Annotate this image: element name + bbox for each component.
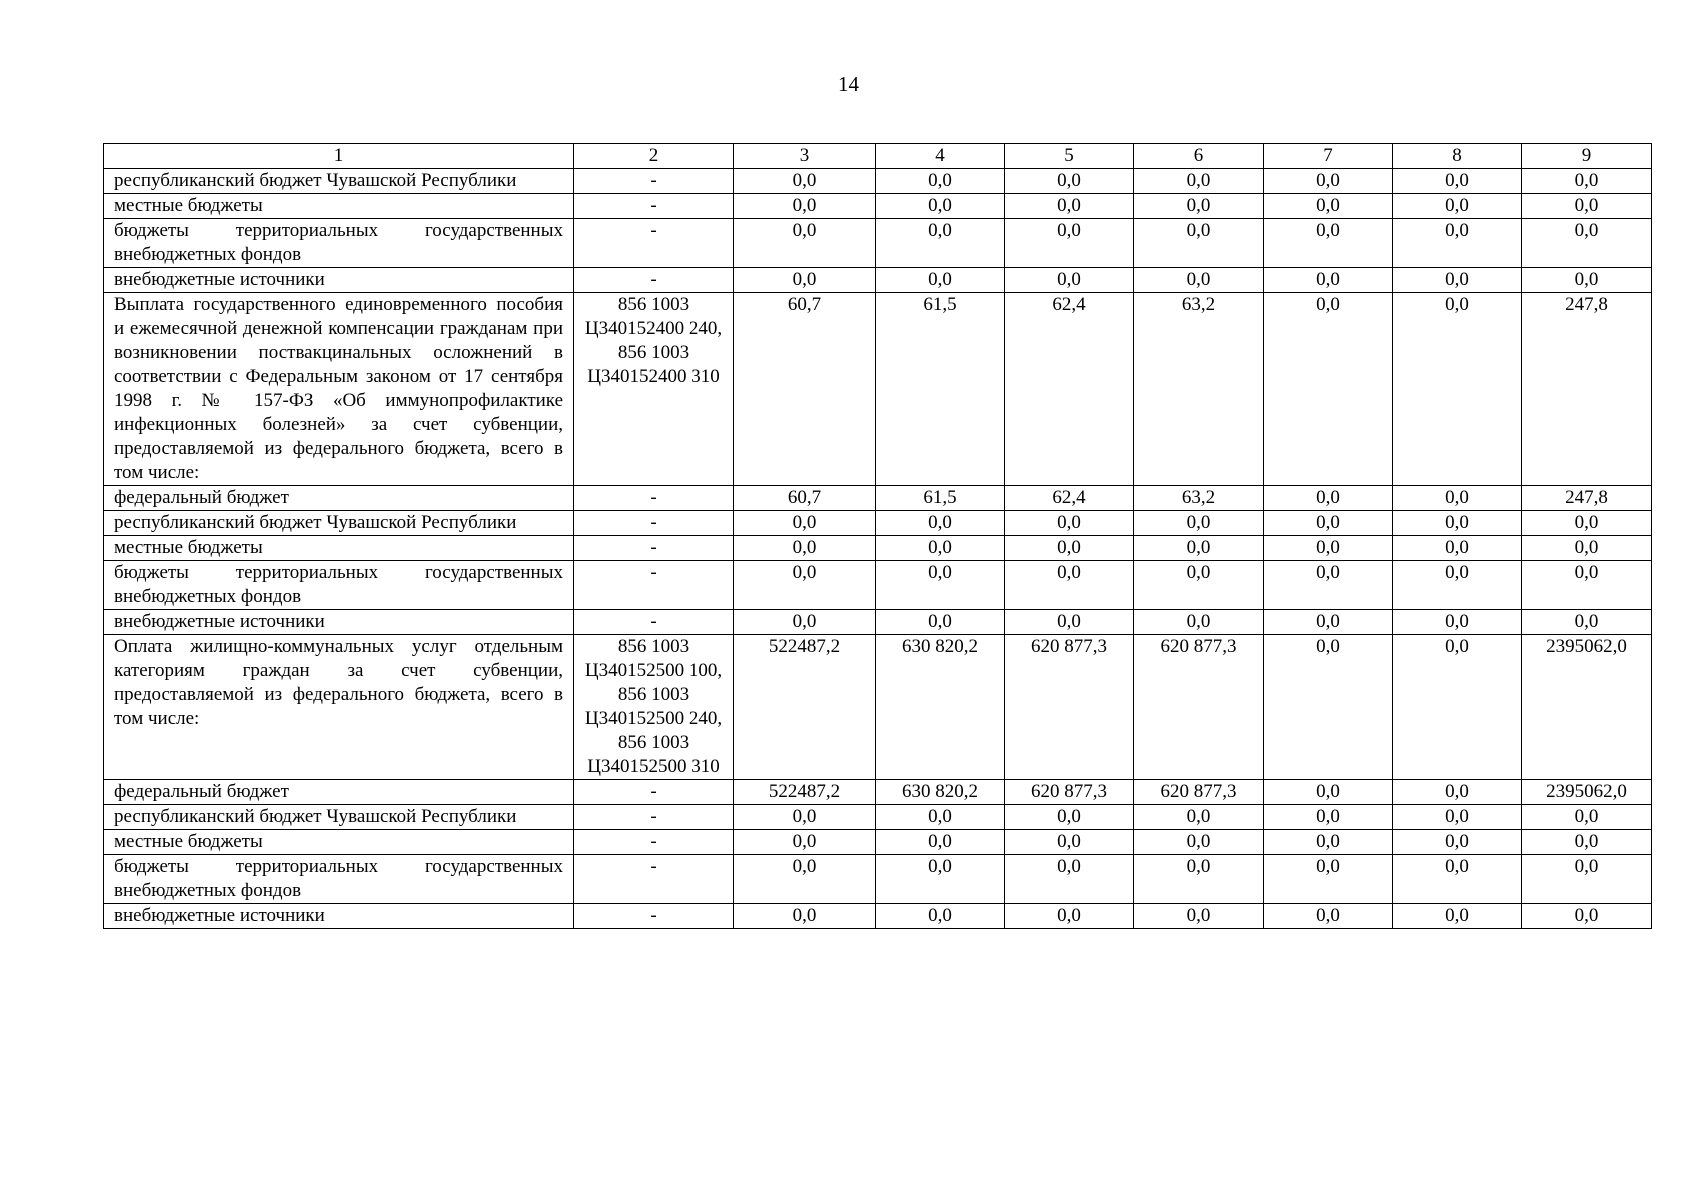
- value-cell: 0,0: [876, 169, 1005, 194]
- budget-code-cell: -: [574, 169, 734, 194]
- value-cell: 0,0: [1264, 855, 1393, 904]
- value-cell: 0,0: [734, 830, 876, 855]
- value-cell: 0,0: [1393, 561, 1522, 610]
- value-cell: 0,0: [1134, 194, 1264, 219]
- value-cell: 0,0: [1522, 268, 1652, 293]
- value-cell: 0,0: [1005, 219, 1134, 268]
- value-cell: 620 877,3: [1005, 635, 1134, 780]
- value-cell: 63,2: [1134, 486, 1264, 511]
- value-cell: 0,0: [734, 805, 876, 830]
- value-cell: 0,0: [1393, 610, 1522, 635]
- value-cell: 61,5: [876, 486, 1005, 511]
- value-cell: 0,0: [1264, 610, 1393, 635]
- column-header: 3: [734, 144, 876, 169]
- value-cell: 0,0: [876, 219, 1005, 268]
- value-cell: 247,8: [1522, 486, 1652, 511]
- budget-code-cell: -: [574, 536, 734, 561]
- value-cell: 0,0: [734, 610, 876, 635]
- value-cell: 0,0: [876, 268, 1005, 293]
- value-cell: 0,0: [1264, 830, 1393, 855]
- budget-code-cell: -: [574, 904, 734, 929]
- value-cell: 0,0: [876, 830, 1005, 855]
- value-cell: 0,0: [734, 219, 876, 268]
- column-header: 6: [1134, 144, 1264, 169]
- row-name-cell: Выплата государственного единовременного пособия и ежемесячной денежной компенсации гражданам при возникновении поствакцинальных осложнений в соответствии с Федеральным законом от 17 сентября 1998 г. № 157-ФЗ «Об иммунопрофилактике инфекционных болезней» за счет субвенции, предоставляемой из федерального бюджета, всего в том числе:: [104, 293, 574, 486]
- row-name-cell: внебюджетные источники: [104, 610, 574, 635]
- value-cell: 0,0: [1264, 293, 1393, 486]
- value-cell: 0,0: [1264, 805, 1393, 830]
- value-cell: 0,0: [1005, 511, 1134, 536]
- value-cell: 0,0: [1393, 268, 1522, 293]
- value-cell: 0,0: [1393, 511, 1522, 536]
- table-body: [104, 144, 1652, 929]
- value-cell: 0,0: [1264, 561, 1393, 610]
- budget-code-cell: -: [574, 219, 734, 268]
- column-header: 1: [104, 144, 574, 169]
- value-cell: 0,0: [1522, 169, 1652, 194]
- value-cell: 61,5: [876, 293, 1005, 486]
- value-cell: 0,0: [1264, 780, 1393, 805]
- value-cell: 0,0: [1005, 830, 1134, 855]
- value-cell: 0,0: [1393, 219, 1522, 268]
- value-cell: 0,0: [876, 904, 1005, 929]
- column-header: 5: [1005, 144, 1134, 169]
- value-cell: 0,0: [734, 904, 876, 929]
- table-row: [104, 561, 1652, 610]
- value-cell: 0,0: [1264, 635, 1393, 780]
- value-cell: 0,0: [1264, 511, 1393, 536]
- value-cell: 0,0: [1134, 855, 1264, 904]
- column-header: 4: [876, 144, 1005, 169]
- row-name-cell: бюджеты территориальных государственных внебюджетных фондов: [104, 561, 574, 610]
- value-cell: 0,0: [1005, 610, 1134, 635]
- budget-code-cell: -: [574, 511, 734, 536]
- value-cell: 0,0: [1393, 830, 1522, 855]
- value-cell: 0,0: [734, 511, 876, 536]
- value-cell: 0,0: [1005, 805, 1134, 830]
- row-name-cell: местные бюджеты: [104, 536, 574, 561]
- row-name-cell: внебюджетные источники: [104, 268, 574, 293]
- table-row: [104, 536, 1652, 561]
- value-cell: 0,0: [1393, 293, 1522, 486]
- budget-code-cell: -: [574, 780, 734, 805]
- value-cell: 0,0: [1264, 486, 1393, 511]
- value-cell: 0,0: [1522, 511, 1652, 536]
- value-cell: 0,0: [1264, 904, 1393, 929]
- row-name-cell: республиканский бюджет Чувашской Республики: [104, 511, 574, 536]
- value-cell: 620 877,3: [1005, 780, 1134, 805]
- row-name-cell: федеральный бюджет: [104, 486, 574, 511]
- value-cell: 0,0: [1522, 536, 1652, 561]
- budget-code-cell: -: [574, 194, 734, 219]
- value-cell: 630 820,2: [876, 635, 1005, 780]
- value-cell: 0,0: [1393, 194, 1522, 219]
- table-row: [104, 268, 1652, 293]
- budget-code-cell: 856 1003 Ц340152400 240, 856 1003 Ц340152400 310: [574, 293, 734, 486]
- value-cell: 0,0: [734, 561, 876, 610]
- value-cell: 0,0: [734, 194, 876, 219]
- value-cell: 0,0: [1134, 511, 1264, 536]
- budget-code-cell: -: [574, 486, 734, 511]
- value-cell: 0,0: [1393, 635, 1522, 780]
- value-cell: 0,0: [1522, 610, 1652, 635]
- value-cell: 0,0: [876, 194, 1005, 219]
- value-cell: 620 877,3: [1134, 780, 1264, 805]
- value-cell: 2395062,0: [1522, 780, 1652, 805]
- value-cell: 0,0: [1522, 855, 1652, 904]
- value-cell: 0,0: [876, 855, 1005, 904]
- column-header: 9: [1522, 144, 1652, 169]
- value-cell: 0,0: [1264, 169, 1393, 194]
- value-cell: 0,0: [1005, 536, 1134, 561]
- value-cell: 0,0: [1393, 904, 1522, 929]
- value-cell: 522487,2: [734, 635, 876, 780]
- row-name-cell: бюджеты территориальных государственных внебюджетных фондов: [104, 219, 574, 268]
- value-cell: 0,0: [1134, 536, 1264, 561]
- value-cell: 0,0: [1522, 561, 1652, 610]
- table-row: [104, 511, 1652, 536]
- budget-code-cell: -: [574, 830, 734, 855]
- value-cell: 0,0: [734, 855, 876, 904]
- table-row: [104, 855, 1652, 904]
- value-cell: 0,0: [1393, 780, 1522, 805]
- value-cell: 0,0: [876, 805, 1005, 830]
- value-cell: 0,0: [1005, 169, 1134, 194]
- table-row: [104, 805, 1652, 830]
- column-header: 7: [1264, 144, 1393, 169]
- value-cell: 0,0: [734, 536, 876, 561]
- value-cell: 0,0: [1393, 805, 1522, 830]
- value-cell: 62,4: [1005, 486, 1134, 511]
- column-header: 8: [1393, 144, 1522, 169]
- value-cell: 0,0: [1005, 268, 1134, 293]
- table-row: [104, 486, 1652, 511]
- value-cell: 620 877,3: [1134, 635, 1264, 780]
- value-cell: 0,0: [1264, 219, 1393, 268]
- value-cell: 0,0: [1134, 830, 1264, 855]
- value-cell: 62,4: [1005, 293, 1134, 486]
- budget-code-cell: -: [574, 610, 734, 635]
- row-name-cell: местные бюджеты: [104, 830, 574, 855]
- row-name-cell: внебюджетные источники: [104, 904, 574, 929]
- budget-code-cell: -: [574, 805, 734, 830]
- value-cell: 0,0: [1522, 830, 1652, 855]
- budget-code-cell: 856 1003 Ц340152500 100, 856 1003 Ц340152500 240, 856 1003 Ц340152500 310: [574, 635, 734, 780]
- row-name-cell: федеральный бюджет: [104, 780, 574, 805]
- budget-code-cell: -: [574, 855, 734, 904]
- value-cell: 63,2: [1134, 293, 1264, 486]
- value-cell: 0,0: [1134, 219, 1264, 268]
- value-cell: 0,0: [1393, 855, 1522, 904]
- value-cell: 0,0: [1005, 561, 1134, 610]
- budget-code-cell: -: [574, 561, 734, 610]
- value-cell: 0,0: [1393, 169, 1522, 194]
- value-cell: 630 820,2: [876, 780, 1005, 805]
- value-cell: 0,0: [1134, 169, 1264, 194]
- value-cell: 0,0: [1264, 536, 1393, 561]
- value-cell: 0,0: [1134, 561, 1264, 610]
- table-row: [104, 194, 1652, 219]
- value-cell: 0,0: [1522, 219, 1652, 268]
- value-cell: 0,0: [1522, 904, 1652, 929]
- value-cell: 0,0: [1134, 805, 1264, 830]
- table-row: [104, 169, 1652, 194]
- row-name-cell: республиканский бюджет Чувашской Республики: [104, 169, 574, 194]
- value-cell: 0,0: [876, 561, 1005, 610]
- value-cell: 0,0: [1005, 855, 1134, 904]
- table-row: [104, 635, 1652, 780]
- value-cell: 0,0: [1522, 805, 1652, 830]
- value-cell: 60,7: [734, 486, 876, 511]
- value-cell: 0,0: [1264, 194, 1393, 219]
- value-cell: 0,0: [1134, 904, 1264, 929]
- row-name-cell: бюджеты территориальных государственных внебюджетных фондов: [104, 855, 574, 904]
- value-cell: 0,0: [876, 511, 1005, 536]
- value-cell: 0,0: [1005, 904, 1134, 929]
- row-name-cell: Оплата жилищно-коммунальных услуг отдельным категориям граждан за счет субвенции, предоставляемой из федерального бюджета, всего в том числе:: [104, 635, 574, 780]
- value-cell: 0,0: [734, 268, 876, 293]
- value-cell: 247,8: [1522, 293, 1652, 486]
- page-number: 14: [838, 72, 859, 96]
- table-header-row: [104, 144, 1652, 169]
- table-row: [104, 610, 1652, 635]
- table-row: [104, 293, 1652, 486]
- value-cell: 0,0: [1134, 610, 1264, 635]
- value-cell: 0,0: [1264, 268, 1393, 293]
- value-cell: 0,0: [734, 169, 876, 194]
- value-cell: 0,0: [1005, 194, 1134, 219]
- table-row: [104, 904, 1652, 929]
- budget-table: [103, 143, 1652, 929]
- table-row: [104, 219, 1652, 268]
- table-row: [104, 830, 1652, 855]
- value-cell: 0,0: [1522, 194, 1652, 219]
- value-cell: 0,0: [1393, 536, 1522, 561]
- value-cell: 60,7: [734, 293, 876, 486]
- value-cell: 0,0: [876, 536, 1005, 561]
- row-name-cell: местные бюджеты: [104, 194, 574, 219]
- table-row: [104, 780, 1652, 805]
- column-header: 2: [574, 144, 734, 169]
- budget-code-cell: -: [574, 268, 734, 293]
- value-cell: 0,0: [1134, 268, 1264, 293]
- value-cell: 0,0: [876, 610, 1005, 635]
- value-cell: 522487,2: [734, 780, 876, 805]
- value-cell: 0,0: [1393, 486, 1522, 511]
- value-cell: 2395062,0: [1522, 635, 1652, 780]
- row-name-cell: республиканский бюджет Чувашской Республики: [104, 805, 574, 830]
